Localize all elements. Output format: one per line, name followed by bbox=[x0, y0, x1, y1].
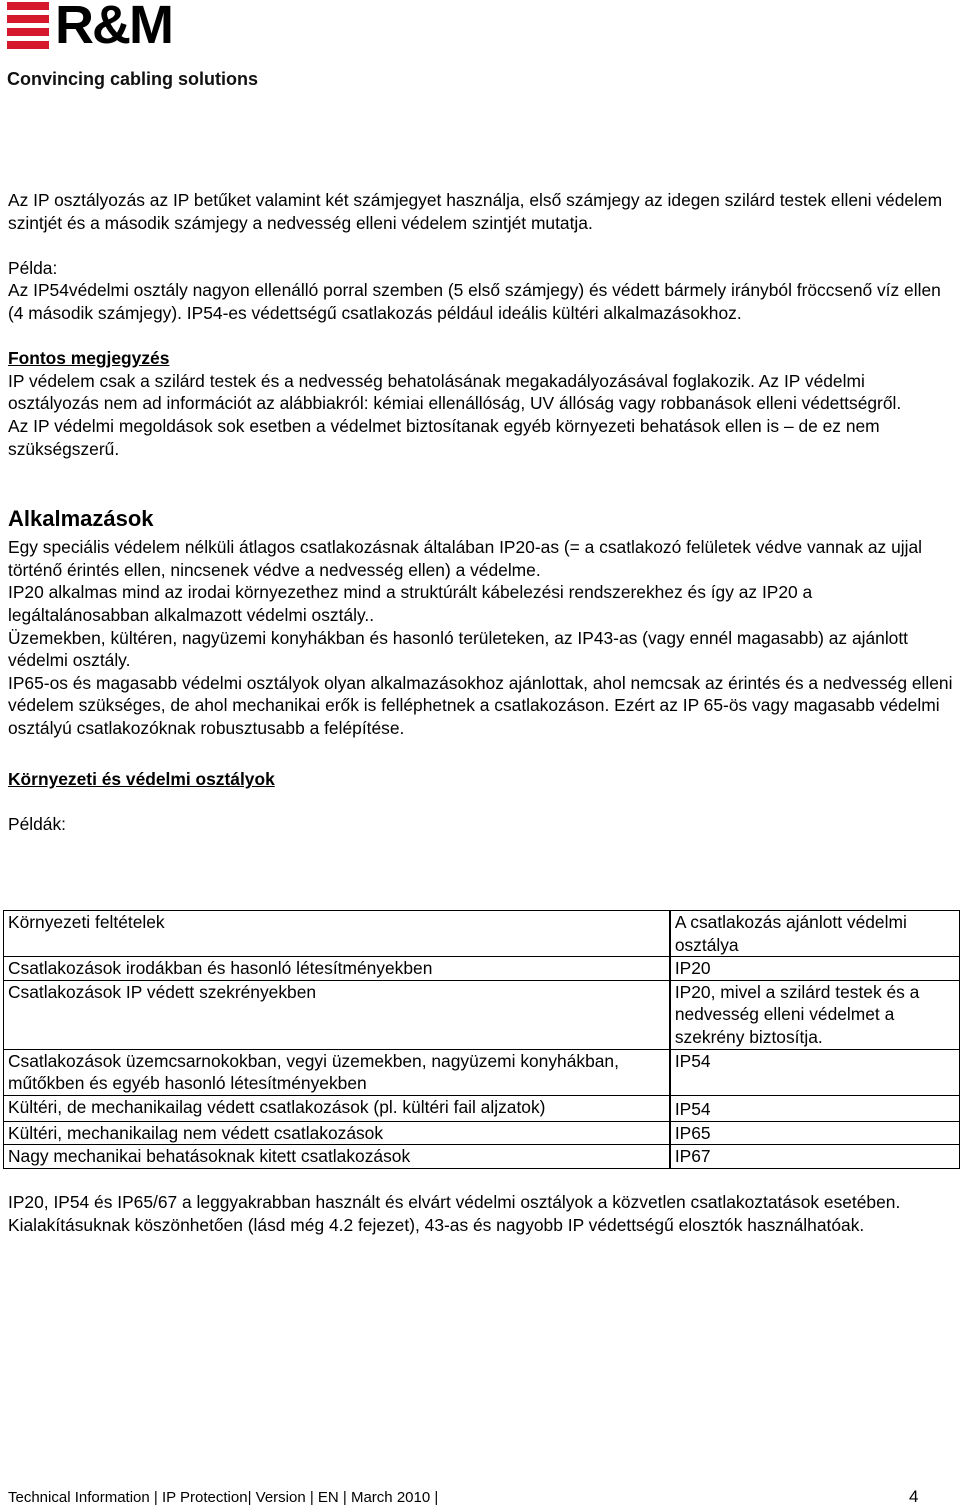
note-paragraph-2: Az IP védelmi megoldások sok esetben a védelmet biztosítanak egyéb környezeti behatások ellen is – de ez nem szükségszerű. bbox=[8, 415, 880, 459]
table-row bbox=[4, 980, 960, 1049]
document-body bbox=[8, 189, 953, 836]
applications-heading: Alkalmazások bbox=[8, 506, 154, 532]
applications-paragraph-3: Üzemekben, kültéren, nagyüzemi konyhákban és hasonló területeken, az IP43-as (vagy ennél magasabb) az ajánlott védelmi osztály. bbox=[8, 627, 909, 671]
table-cell: IP54 bbox=[670, 1049, 959, 1095]
table-cell: IP20, mivel a szilárd testek és a nedvesség elleni védelmet a szekrény biztosítja. bbox=[670, 980, 959, 1049]
logo-stripes-icon bbox=[7, 2, 49, 50]
table-cell: Csatlakozások irodákban és hasonló létesítményekben bbox=[4, 957, 670, 981]
table-row bbox=[4, 957, 960, 981]
table-row bbox=[4, 1121, 960, 1145]
note-heading: Fontos megjegyzés bbox=[8, 348, 170, 369]
table-cell: IP65 bbox=[670, 1121, 959, 1145]
intro-paragraph: Az IP osztályozás az IP betűket valamint két számjegyet használja, első számjegy az idegen szilárd testek elleni védelem szintjét és a második számjegy a nedvesség elleni védelem szintjét mutatja. bbox=[8, 190, 943, 233]
closing-paragraph-1: IP20, IP54 és IP65/67 a leggyakrabban használt és elvárt védelmi osztályok a közvetlen csatlakoztatások esetében. bbox=[8, 1192, 901, 1212]
table-row bbox=[4, 1145, 960, 1169]
table-cell: Csatlakozások üzemcsarnokokban, vegyi üzemekben, nagyüzemi konyhákban, műtőkben és egyéb hasonló létesítményekben bbox=[4, 1049, 670, 1095]
table-cell: IP67 bbox=[670, 1145, 959, 1169]
page-footer: Technical Information | IP Protection| Version | EN | March 2010 | bbox=[8, 1489, 439, 1506]
table-cell: Nagy mechanikai behatásoknak kitett csatlakozások bbox=[4, 1145, 670, 1169]
classes-heading: Környezeti és védelmi osztályok bbox=[8, 769, 275, 790]
table-cell: Csatlakozások IP védett szekrényekben bbox=[4, 980, 670, 1049]
applications-paragraph-4: IP65-os és magasabb védelmi osztályok olyan alkalmazásokhoz ajánlottak, ahol nemcsak az érintés és a nedvesség elleni védelem szükséges, de ahol mechanikai erők is felléphetnek a csatlakozáson. Ezért az IP 65-ös vagy magasabb védelmi osztályú csatlakozóknak robusztusabb a felépítése. bbox=[8, 672, 953, 738]
examples-label: Példák: bbox=[8, 814, 67, 835]
table-header-row bbox=[4, 911, 960, 957]
closing-section bbox=[8, 1191, 953, 1236]
table-header-cell: Környezeti feltételek bbox=[4, 911, 670, 957]
table-row bbox=[4, 1095, 960, 1121]
closing-paragraph-2: Kialakításuknak köszönhetően (lásd még 4.2 fejezet), 43-as és nagyobb IP védettségű elosztók használhatóak. bbox=[8, 1214, 865, 1235]
example-label: Példa: bbox=[8, 257, 58, 278]
table-cell: IP54 bbox=[670, 1095, 959, 1121]
logo-text: R&M bbox=[55, 0, 172, 55]
table-cell: IP20 bbox=[670, 957, 959, 981]
applications-paragraph-2: IP20 alkalmas mind az irodai környezethez mind a struktúrált kábelezési rendszerekhez és így az IP20 a legáltalánosabban alkalmazott védelmi osztály.. bbox=[8, 582, 813, 625]
table-header-cell: A csatlakozás ajánlott védelmi osztálya bbox=[670, 911, 959, 957]
page-number: 4 bbox=[909, 1487, 919, 1506]
logo-tagline: Convincing cabling solutions bbox=[7, 69, 259, 89]
company-logo bbox=[7, 2, 307, 92]
environment-table bbox=[3, 910, 960, 1169]
applications-paragraph-1: Egy speciális védelem nélküli átlagos csatlakozásnak általában IP20-as (= a csatlakozó felületek védve vannak az ujjal történő érintés ellen, nincsenek védve a nedvesség ellen) a védelme. bbox=[8, 537, 923, 580]
table-cell: Kültéri, de mechanikailag védett csatlakozások (pl. kültéri fail aljzatok) bbox=[4, 1095, 670, 1121]
table-row bbox=[4, 1049, 960, 1095]
example-paragraph: Az IP54védelmi osztály nagyon ellenálló porral szemben (5 első számjegy) és védett bármely irányból fröccsenő víz ellen (4 második számjegy). IP54-es védettségű csatlakozás például ideális kültéri alkalmazásokhoz. bbox=[8, 280, 941, 323]
table-cell: Kültéri, mechanikailag nem védett csatlakozások bbox=[4, 1121, 670, 1145]
note-paragraph-1: IP védelem csak a szilárd testek és a nedvesség behatolásának megakadályozásával foglakozik. Az IP védelmi osztályozás nem ad információt az alábbiakról: kémiai ellenállóság, UV állóság vagy robbanások elleni védettségről. bbox=[8, 370, 902, 414]
